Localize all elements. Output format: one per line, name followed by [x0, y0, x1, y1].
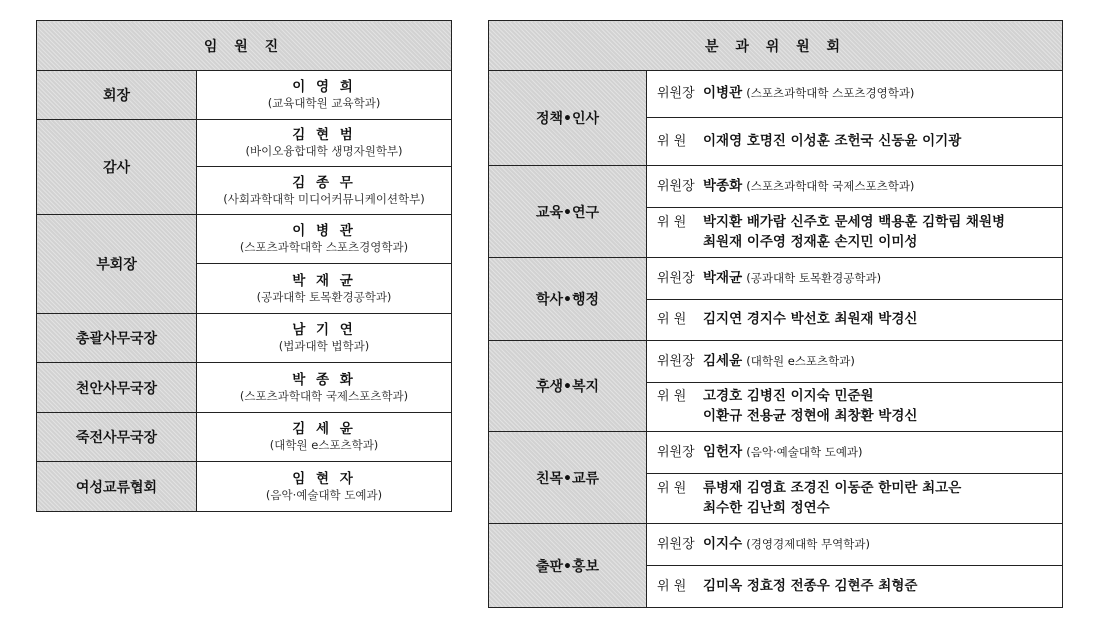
committees-table	[488, 20, 1063, 608]
chair-row	[647, 71, 1063, 118]
member-cell	[197, 413, 452, 462]
member-label: 위 원	[657, 312, 687, 328]
member-name: 임 현 자	[292, 470, 356, 487]
position-label: 부회장	[37, 215, 197, 314]
chair-affiliation: (음악·예술대학 도예과)	[746, 444, 863, 459]
member-names: 류병재 김영효 조경진 이동준 한미란 최고은	[703, 479, 962, 496]
chair-label: 위원장	[657, 353, 695, 369]
position-label: 여성교류협회	[37, 462, 197, 512]
member-label: 위 원	[657, 578, 687, 594]
member-cell	[197, 120, 452, 167]
member-affiliation: (바이오융합대학 생명자원학부)	[245, 144, 403, 159]
member-name: 이 병 관	[292, 223, 356, 240]
member-affiliation: (스포츠과학대학 스포츠경영학과)	[239, 240, 409, 255]
member-affiliation: (공과대학 토목환경공학과)	[256, 289, 392, 304]
chair-name: 임헌자	[703, 443, 743, 460]
chair-name: 박재균	[703, 269, 743, 286]
member-name: 박 종 화	[292, 371, 356, 388]
chair-name: 박종화	[703, 177, 743, 194]
members-row	[647, 566, 1063, 608]
executives-table	[36, 20, 452, 512]
chair-affiliation: (경영경제대학 무역학과)	[746, 536, 870, 551]
position-label: 죽전사무국장	[37, 413, 197, 462]
members-row	[647, 118, 1063, 166]
chair-row	[647, 524, 1063, 566]
chair-label: 위원장	[657, 270, 695, 286]
committee-name: 친목•교류	[489, 432, 647, 524]
member-names: 최수한 김난희 정연수	[703, 499, 830, 516]
member-names: 박지환 배가람 신주호 문세영 백용훈 김학림 채원병	[703, 213, 1006, 230]
member-name: 김 현 범	[292, 127, 356, 144]
chair-label: 위원장	[657, 86, 695, 102]
member-affiliation: (대학원 e스포츠학과)	[269, 438, 379, 453]
chair-label: 위원장	[657, 444, 695, 460]
member-name: 김 세 윤	[292, 421, 356, 438]
member-affiliation: (스포츠과학대학 국제스포츠학과)	[239, 388, 409, 403]
member-affiliation: (사회과학대학 미디어커뮤니케이션학부)	[223, 191, 425, 206]
member-cell	[197, 71, 452, 120]
committee-name: 출판•홍보	[489, 524, 647, 608]
member-names: 최원재 이주영 정재훈 손지민 이미성	[703, 233, 918, 250]
chair-affiliation: (스포츠과학대학 스포츠경영학과)	[746, 86, 915, 101]
member-label: 위 원	[657, 133, 687, 149]
chair-name: 이지수	[703, 535, 743, 552]
chair-row	[647, 432, 1063, 474]
position-label: 감사	[37, 120, 197, 215]
member-cell	[197, 215, 452, 264]
position-label: 회장	[37, 71, 197, 120]
member-name: 박 재 균	[292, 272, 356, 289]
chair-row	[647, 166, 1063, 208]
committee-name: 후생•복지	[489, 341, 647, 432]
member-label: 위 원	[657, 389, 687, 405]
member-name: 이 영 희	[292, 79, 356, 96]
chair-label: 위원장	[657, 178, 695, 194]
member-names: 이환규 전용균 정현애 최창환 박경신	[703, 408, 918, 425]
member-names: 김지연 경지수 박선호 최원재 박경신	[703, 311, 918, 328]
member-name: 김 종 무	[292, 174, 356, 191]
position-label: 총괄사무국장	[37, 314, 197, 363]
member-label: 위 원	[657, 214, 687, 230]
members-row	[647, 383, 1063, 432]
chair-label: 위원장	[657, 536, 695, 552]
chair-row	[647, 258, 1063, 300]
committee-name: 학사•행정	[489, 258, 647, 341]
committee-name: 정책•인사	[489, 71, 647, 166]
member-names: 고경호 김병진 이지숙 민준원	[703, 388, 874, 405]
executives-title: 임 원 진	[37, 21, 452, 71]
member-cell	[197, 264, 452, 314]
member-names: 김미옥 정효정 전종우 김현주 최형준	[703, 577, 918, 594]
chair-name: 이병관	[703, 85, 743, 102]
members-row	[647, 208, 1063, 258]
member-cell	[197, 314, 452, 363]
member-cell	[197, 462, 452, 512]
chair-row	[647, 341, 1063, 383]
members-row	[647, 300, 1063, 341]
member-affiliation: (법과대학 법학과)	[278, 339, 370, 354]
position-label: 천안사무국장	[37, 363, 197, 413]
member-cell	[197, 363, 452, 413]
member-label: 위 원	[657, 480, 687, 496]
chair-affiliation: (대학원 e스포츠학과)	[746, 353, 855, 368]
member-cell	[197, 167, 452, 215]
members-row	[647, 474, 1063, 524]
chair-affiliation: (공과대학 토목환경공학과)	[746, 270, 882, 285]
member-affiliation: (교육대학원 교육학과)	[267, 96, 381, 111]
chair-affiliation: (스포츠과학대학 국제스포츠학과)	[746, 178, 915, 193]
member-name: 남 기 연	[292, 322, 356, 339]
committee-name: 교육•연구	[489, 166, 647, 258]
committees-title: 분 과 위 원 회	[489, 21, 1063, 71]
member-affiliation: (음악·예술대학 도예과)	[265, 487, 383, 502]
chair-name: 김세윤	[703, 352, 743, 369]
member-names: 이재영 호명진 이성훈 조헌국 신동윤 이기광	[703, 132, 962, 149]
